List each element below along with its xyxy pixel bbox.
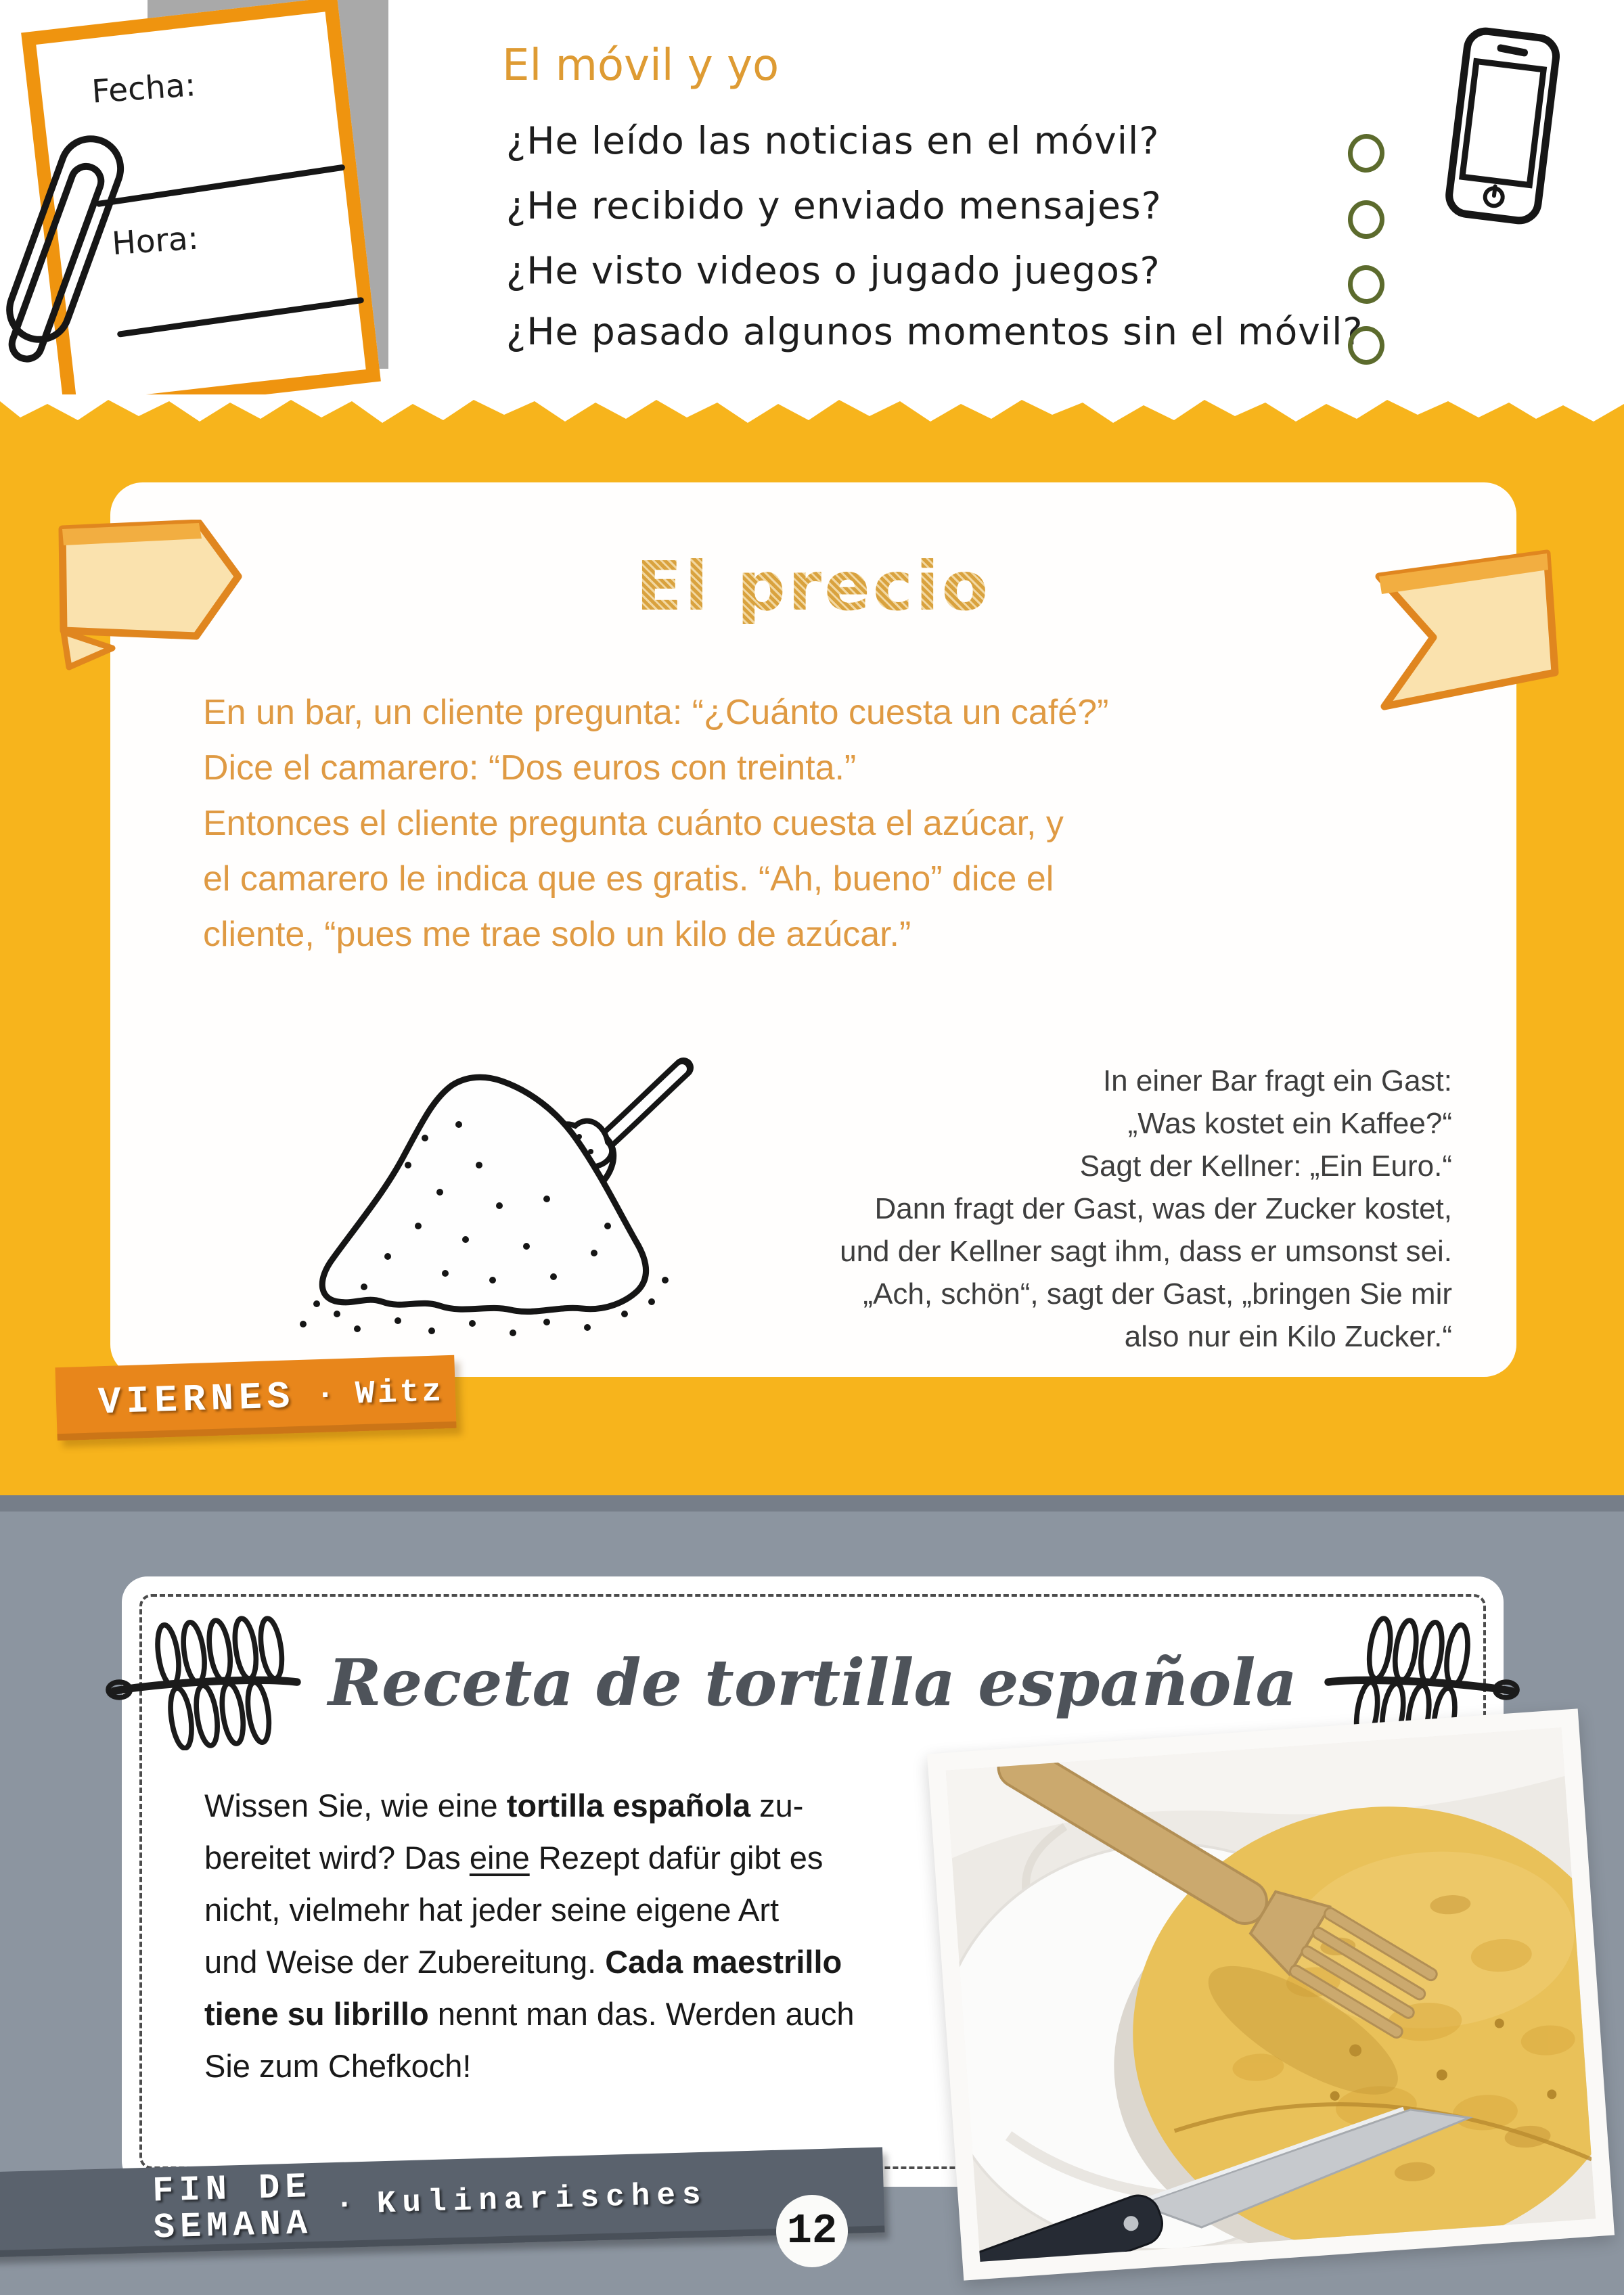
text-line: also nur ein Kilo Zucker.“ <box>1124 1320 1452 1353</box>
day-tag-viernes <box>55 1355 456 1440</box>
text-line: bereitet wird? Das eine Rezept dafür gibt es <box>204 1840 824 1876</box>
hora-label: Hora: <box>110 219 200 263</box>
day-tag-category: Witz <box>355 1373 445 1413</box>
text-line: Wissen Sie, wie eine tortilla española zu- <box>204 1788 804 1823</box>
checklist-question: ¿He recibido y enviado mensajes? <box>506 184 1162 227</box>
text-line: En un bar, un cliente pregunta: “¿Cuánto cuesta un café?” <box>203 693 1109 732</box>
hora-write-line[interactable] <box>117 297 365 338</box>
page-number-badge <box>776 2195 848 2267</box>
tortilla-photo <box>927 1708 1615 2280</box>
leaf-branch-ornament <box>101 1615 304 1750</box>
text-line: In einer Bar fragt ein Gast: <box>1102 1064 1452 1097</box>
text-line: Entonces el cliente pregunta cuánto cuesta el azúcar, y <box>203 804 1064 843</box>
text-line: Sie zum Chefkoch! <box>204 2048 472 2084</box>
recipe-paragraph <box>204 1779 1003 2092</box>
text-line: und der Kellner sagt ihm, dass er umsonst sei. <box>840 1235 1452 1268</box>
paperclip-icon <box>3 130 138 367</box>
joke-title: El precio <box>635 547 991 626</box>
text-line: „Ach, schön“, sagt der Gast, „bringen Sie mir <box>863 1277 1452 1311</box>
answer-checkbox-circle[interactable] <box>1348 326 1384 365</box>
text-line: cliente, “pues me trae solo un kilo de azúcar.” <box>203 915 911 954</box>
joke-german-text <box>677 1060 1452 1358</box>
joke-spanish-text <box>203 685 1299 962</box>
checklist-question: ¿He visto videos o jugado juegos? <box>506 249 1160 292</box>
day-tag-label: FIN DE SEMANA <box>152 2167 313 2248</box>
checklist-title: El móvil y yo <box>502 41 780 91</box>
checklist-question: ¿He pasado algunos momentos sin el móvil? <box>506 310 1363 353</box>
page-number: 12 <box>786 2207 838 2255</box>
day-tag-category: Kulinarisches <box>376 2177 708 2222</box>
text-line: Sagt der Kellner: „Ein Euro.“ <box>1079 1150 1452 1183</box>
day-tag-separator: · <box>334 2187 355 2223</box>
text-line: Dann fragt der Gast, was der Zucker kostet, <box>874 1192 1452 1225</box>
fecha-label: Fecha: <box>90 66 197 111</box>
recipe-title: Receta de tortilla española <box>328 1645 1298 1721</box>
sugar-pile-illustration <box>256 1023 704 1355</box>
smartphone-icon <box>1435 24 1570 234</box>
day-tag-label: VIERNES <box>97 1375 296 1425</box>
text-line: „Was kostet ein Kaffee?“ <box>1127 1107 1452 1140</box>
checklist-question: ¿He leído las noticias en el móvil? <box>506 119 1160 162</box>
answer-checkbox-circle[interactable] <box>1346 263 1386 305</box>
day-tag-separator: · <box>315 1377 336 1415</box>
text-line: nicht, vielmehr hat jeder seine eigene Art <box>204 1892 780 1928</box>
text-line: und Weise der Zubereitung. Cada maestrillo <box>204 1944 842 1980</box>
text-line: el camarero le indica que es gratis. “Ah, bueno” dice el <box>203 859 1054 899</box>
text-line: tiene su librillo nennt man das. Werden auch <box>204 1996 855 2032</box>
tortilla-photo-image <box>946 1727 1596 2262</box>
torn-paper-edge <box>0 394 1624 428</box>
answer-checkbox-circle[interactable] <box>1348 200 1384 239</box>
text-line: Dice el camarero: “Dos euros con treinta.” <box>203 748 857 788</box>
